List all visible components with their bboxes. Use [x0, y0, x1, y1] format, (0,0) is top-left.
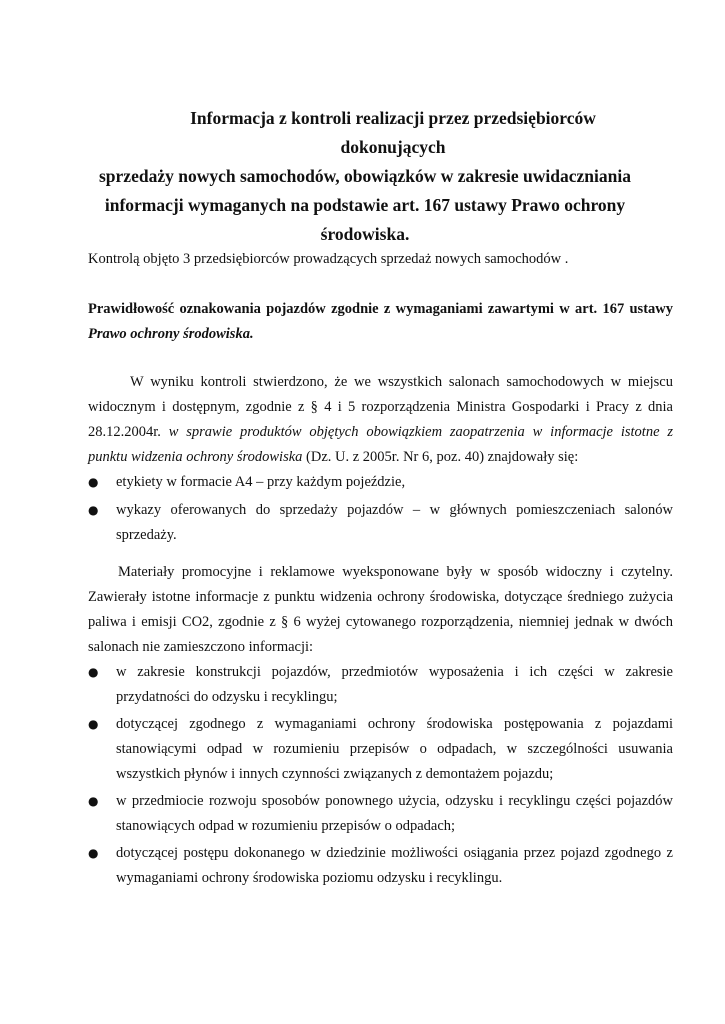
- list-item-text: w zakresie konstrukcji pojazdów, przedmiotów wyposażenia i ich części w zakresie przydatności do odzysku i recyklingu;: [116, 664, 673, 705]
- list-item-text: wykazy oferowanych do sprzedaży pojazdów – w głównych pomieszczeniach salonów sprzedaży.: [116, 502, 673, 543]
- findings-tail: (Dz. U. z 2005r. Nr 6, poz. 40) znajdowały się:: [302, 449, 579, 465]
- list-item-text: w przedmiocie rozwoju sposobów ponownego użycia, odzysku i recyklingu części pojazdów stanowiących odpad w rozumieniu przepisów o odpadach;: [116, 793, 673, 834]
- list-item: [88, 841, 673, 891]
- list-item-text: etykiety w formacie A4 – przy każdym pojeździe,: [116, 474, 406, 490]
- findings-text: W wyniku kontroli stwierdzono, że we wszystkich salonach samochodowych w miejscu widocznym i dostępnym, zgodnie z § 4 i 5 rozporządzenia Ministra Gospodarki i Pracy z dnia 28.12.2004r.: [88, 374, 673, 440]
- list-item: [88, 498, 673, 548]
- section-heading-italic: Prawo ochrony środowiska.: [88, 326, 254, 342]
- bullet-icon: ●: [88, 717, 99, 731]
- document-title: [95, 104, 635, 249]
- section-heading-text: Prawidłowość oznakowania pojazdów zgodnie z wymaganiami zawartymi w art. 167 ustawy: [88, 301, 673, 317]
- scope-paragraph: Kontrolą objęto 3 przedsiębiorców prowadzących sprzedaż nowych samochodów .: [88, 251, 569, 267]
- displayed-items-list: [88, 470, 673, 548]
- findings-paragraph: [88, 370, 673, 470]
- bullet-icon: ●: [88, 794, 99, 808]
- missing-info-list: [88, 660, 673, 891]
- bullet-icon: ●: [88, 475, 99, 489]
- list-item: [88, 789, 673, 839]
- list-item: [88, 660, 673, 710]
- title-line: sprzedaży nowych samochodów, obowiązków w zakresie uwidaczniania: [99, 166, 631, 186]
- title-line: Informacja z kontroli realizacji przez przedsiębiorców dokonujących: [190, 108, 596, 157]
- promo-paragraph: Materiały promocyjne i reklamowe wyeksponowane były w sposób widoczny i czytelny. Zawierały istotne informacje z punktu widzenia ochrony środowiska, dotyczące średniego zużycia paliwa i emisji CO2, zgodnie z § 6 wyżej cytowanego rozporządzenia, niemniej jednak w dwóch salonach nie zamieszczono informacji:: [88, 564, 673, 655]
- body-text: [88, 370, 673, 893]
- regulation-title: w sprawie produktów objętych obowiązkiem zaopatrzenia w informacje istotne z punktu widzenia ochrony środowiska: [88, 424, 673, 465]
- list-item: [88, 470, 673, 495]
- list-item-text: dotyczącej zgodnego z wymaganiami ochrony środowiska postępowania z pojazdami stanowiącymi odpad w rozumieniu przepisów o odpadach, w szczególności usuwania wszystkich płynów i innych czynności związanych z demontażem pojazdu;: [116, 716, 673, 782]
- bullet-icon: ●: [88, 665, 99, 679]
- bullet-icon: ●: [88, 503, 99, 517]
- title-line: środowiska.: [320, 224, 410, 244]
- title-line: informacji wymaganych na podstawie art. 167 ustawy Prawo ochrony: [104, 195, 626, 215]
- list-item: [88, 712, 673, 787]
- bullet-icon: ●: [88, 846, 99, 860]
- list-item-text: dotyczącej postępu dokonanego w dziedzinie możliwości osiągania przez pojazd zgodnego z wymaganiami ochrony środowiska poziomu odzysku i recyklingu.: [116, 845, 673, 886]
- section-heading: [88, 297, 673, 347]
